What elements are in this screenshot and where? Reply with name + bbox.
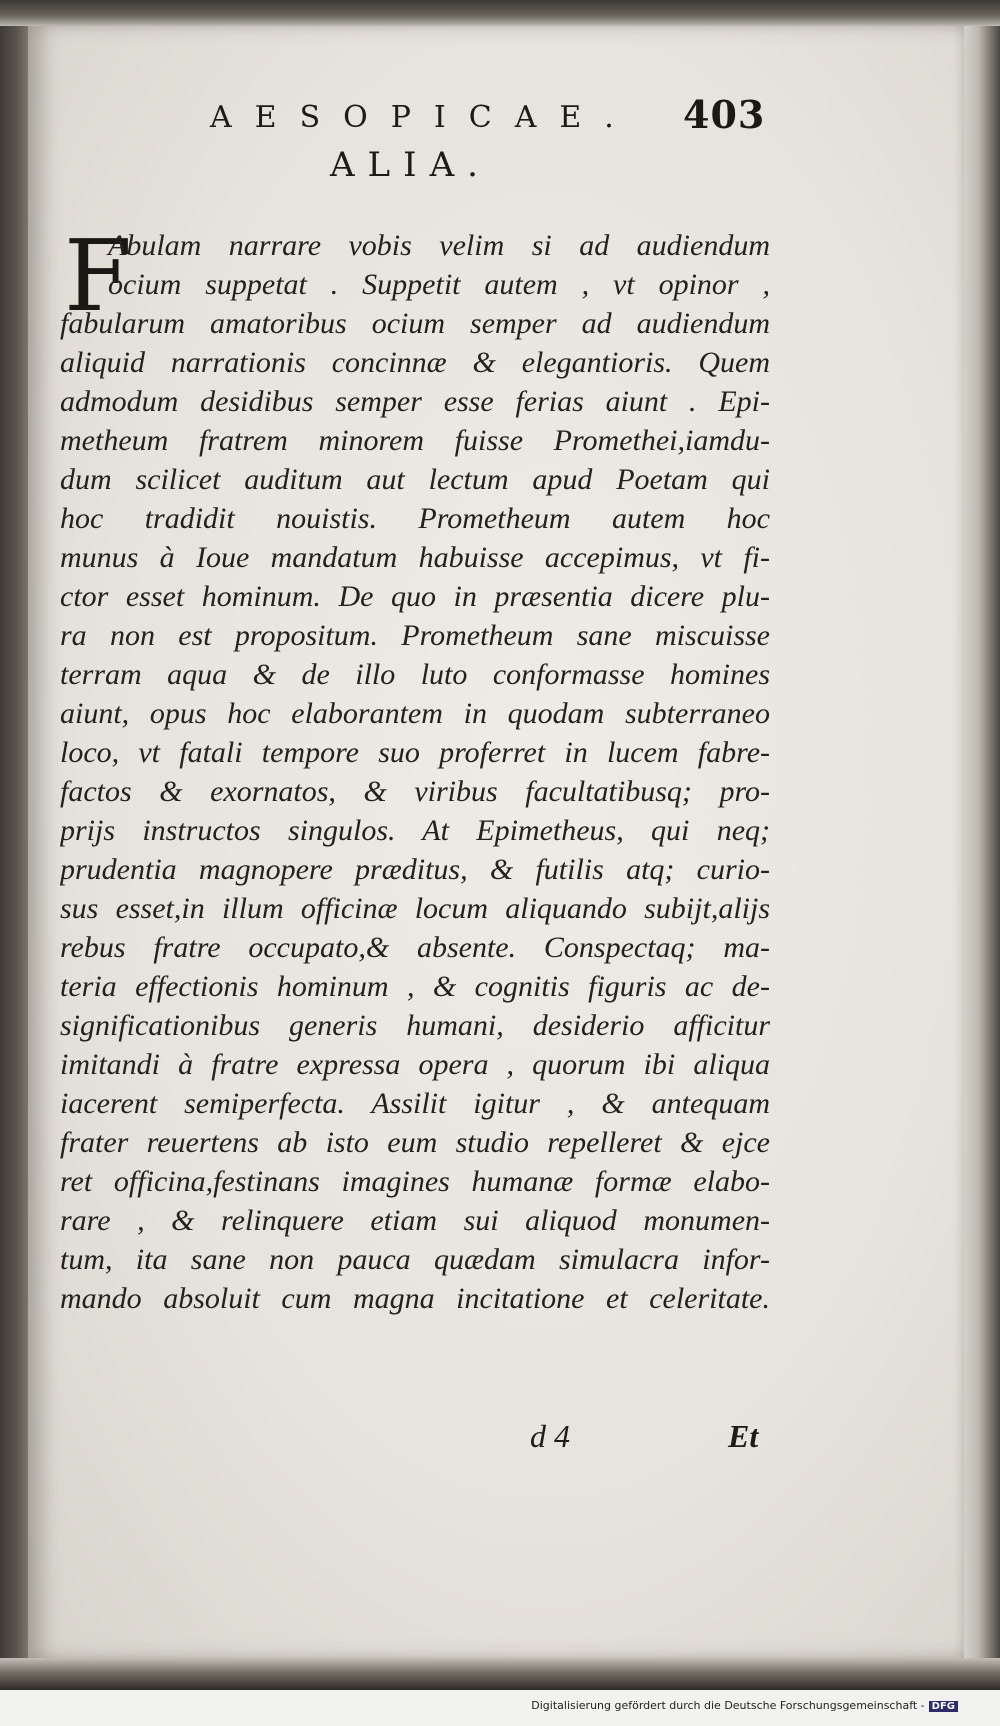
text-line: significationibus generis humani, desiderio afficitur — [60, 1009, 770, 1042]
text-line: rare , & relinquere etiam sui aliquod monumen- — [60, 1204, 770, 1237]
text-line: Abulam narrare vobis velim si ad audiendum — [108, 229, 770, 262]
digitization-footer — [0, 1697, 1000, 1721]
text-line: dum scilicet auditum aut lectum apud Poetam qui — [60, 463, 770, 496]
text-line: iacerent semiperfecta. Assilit igitur , & antequam — [60, 1087, 770, 1120]
text-line: prudentia magnopere præditus, & futilis atq; curio- — [60, 853, 770, 886]
text-line: frater reuertens ab isto eum studio repelleret & ejce — [60, 1126, 770, 1159]
text-line: tum, ita sane non pauca quædam simulacra infor- — [60, 1243, 770, 1276]
text-line: admodum desidibus semper esse ferias aiunt . Epi- — [60, 385, 770, 418]
text-line: aiunt, opus hoc elaborantem in quodam subterraneo — [60, 697, 770, 730]
book-binding — [0, 0, 28, 1690]
text-line: munus à Ioue mandatum habuisse accepimus, vt fi- — [60, 541, 770, 574]
text-line: loco, vt fatali tempore suo proferret in lucem fabre- — [60, 736, 770, 769]
text-line: ret officina,festinans imagines humanæ formæ elabo- — [60, 1165, 770, 1198]
text-line: metheum fratrem minorem fuisse Promethei,iamdu- — [60, 424, 770, 457]
drop-cap: F — [64, 220, 132, 334]
text-line: hoc tradidit nouistis. Prometheum autem hoc — [60, 502, 770, 535]
text-line: ctor esset hominum. De quo in præsentia dicere plu- — [60, 580, 770, 613]
page-number: 403 — [683, 92, 766, 137]
catchword: Et — [728, 1418, 759, 1454]
text-line: factos & exornatos, & viribus facultatibusq; pro- — [60, 775, 770, 808]
text-line: imitandi à fratre expressa opera , quorum ibi aliqua — [60, 1048, 770, 1081]
text-line: ra non est propositum. Prometheum sane miscuisse — [60, 619, 770, 652]
page-edge-bottom — [0, 1658, 1000, 1690]
text-line: aliquid narrationis concinnæ & elegantioris. Quem — [60, 346, 770, 379]
text-line: terram aqua & de illo luto conformasse homines — [60, 658, 770, 691]
body-text — [60, 220, 770, 1318]
funding-credit — [531, 1699, 958, 1712]
text-line: mando absoluit cum magna incitatione et celeritate. — [60, 1282, 770, 1315]
section-title: ALIA. — [330, 145, 491, 185]
signature-mark: d 4 — [530, 1418, 570, 1454]
funding-credit-text: Digitalisierung gefördert durch die Deutsche Forschungsgemeinschaft - — [531, 1699, 925, 1712]
text-line: teria effectionis hominum , & cognitis figuris ac de- — [60, 970, 770, 1003]
text-line: sus esset,in illum officinæ locum aliquando subijt,alijs — [60, 892, 770, 925]
text-line: fabularum amatoribus ocium semper ad audiendum — [60, 307, 770, 340]
running-title: AESOPICAE. — [210, 100, 637, 135]
text-line: rebus fratre occupato,& absente. Conspectaq; ma- — [60, 931, 770, 964]
text-line: ocium suppetat . Suppetit autem , vt opinor , — [108, 268, 770, 301]
page-edge-right — [964, 0, 1000, 1690]
dfg-logo: DFG — [929, 1701, 958, 1712]
page-edge-top — [0, 0, 1000, 26]
text-line: prijs instructos singulos. At Epimetheus, qui neq; — [60, 814, 770, 847]
